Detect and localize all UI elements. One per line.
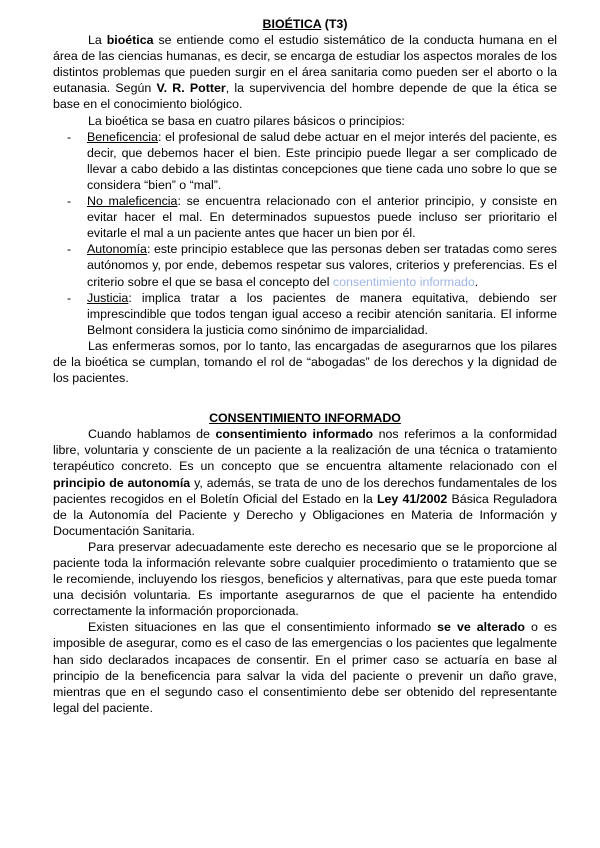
bold-author: V. R. Potter [156, 81, 226, 96]
principle-tail: . [474, 274, 479, 289]
paragraph-bioetica-definition [53, 32, 557, 112]
title-main: BIOÉTICA [262, 17, 322, 31]
bold-law: Ley 41/2002 [376, 491, 448, 506]
section-title-consentimiento [53, 410, 557, 426]
text-run: La [88, 33, 107, 48]
principle-text: : el profesional de salud debe actuar en el mejor interés del paciente, es decir, que debemos hacer el bien. Este principio puede llegar a ser complicado de llevar a cabo debido a las distintas concepciones que tiene cada uno sobre lo que se considera “bien” o “mal”. [87, 129, 557, 192]
principle-text: : implica tratar a los pacientes de manera equitativa, debiendo ser imprescindible que todos tengan igual acceso a recibir atención sanitaria. El informe Belmont considera la justicia como sinónimo de imparcialidad. [87, 290, 557, 337]
bold-term: se ve alterado [437, 620, 525, 635]
text-run: , la supervivencia del hombre depende de que la ética se base en el conocimiento biológico. [53, 81, 557, 112]
bullet-dash: - [67, 242, 72, 257]
text-run: se entiende como el estudio sistemático de la conducta humana en el área de las ciencias humanas, es decir, se encarga de estudiar los aspectos morales de los distintos problemas que pueden surgir en el área sanitaria como pueden ser el aborto o la eutanasia. Según [53, 33, 557, 96]
bullet-dash: - [67, 129, 72, 144]
paragraph-enfermeras: Las enfermeras somos, por lo tanto, las encargadas de asegurarnos que los pilares de la bioética se cumplan, tomando el rol de “abogadas” de los derechos y la dignidad de los pacientes. [53, 338, 557, 386]
principle-name: Beneficencia [87, 129, 158, 144]
text-run: nos referimos a la conformidad libre, voluntaria y consciente de un paciente a la realización de una técnica o tratamiento terapéutico concreto. Es un concepto que se encuentra altamente relacionado con el [53, 427, 557, 474]
text-run: y, además, se trata de uno de los derechos fundamentales de los pacientes recogidos en el Boletín Oficial del Estado en la [53, 475, 557, 506]
text-run: Cuando hablamos de [88, 427, 216, 442]
principle-name: Autonomía [87, 242, 147, 257]
paragraph-pilares-intro: La bioética se basa en cuatro pilares básicos o principios: [88, 113, 405, 128]
list-item-no-maleficencia [53, 193, 557, 241]
principles-list [53, 129, 557, 338]
bold-term: bioética [106, 33, 154, 48]
title-main: CONSENTIMIENTO INFORMADO [209, 411, 401, 426]
consentimiento-link[interactable]: consentimiento informado [332, 274, 475, 289]
list-item-beneficencia [53, 129, 557, 193]
text-run: o es imposible de asegurar, como es el caso de las emergencias o los pacientes que legalmente han sido declarados incapaces de consentir. En el primer caso se actuaría en base al principio de la beneficencia para salvar la vida del paciente o prevenir un daño grave, mientras que en el segundo caso el consentimiento debe ser obtenido del representante legal del paciente. [53, 620, 557, 715]
bold-term: principio de autonomía [53, 475, 191, 490]
principle-text: : se encuentra relacionado con el anterior principio, y consiste en evitar hacer el mal. En determinados supuestos puede incluso ser prioritario el evitarle el mal a un paciente antes que hacer un bien por él. [87, 194, 557, 241]
bullet-dash: - [67, 194, 72, 209]
paragraph-consentimiento-definition [53, 426, 557, 539]
principle-name: No maleficencia [87, 194, 178, 209]
list-item-autonomia [53, 241, 557, 289]
bold-term: consentimiento informado [215, 427, 374, 442]
bullet-dash: - [67, 290, 72, 305]
principle-text: : este principio establece que las personas deben ser tratadas como seres autónomos y, por ende, debemos respetar sus valores, criterios y preferencias. Es el criterio sobre el que se basa el concepto del [87, 242, 557, 289]
title-suffix: (T3) [321, 17, 348, 31]
paragraph-situaciones [53, 619, 557, 716]
document-page [53, 16, 557, 716]
list-item-justicia [53, 290, 557, 338]
paragraph-preservar-derecho: Para preservar adecuadamente este derecho es necesario que se le proporcione al paciente toda la información relevante sobre cualquier procedimiento o tratamiento que se le recomiende, incluyendo los riesgos, beneficios y alternativas, para que este pueda tomar una decisión voluntaria. Es importante asegurarnos de que el paciente ha entendido correctamente la información proporcionada. [53, 539, 557, 619]
text-run: Básica Reguladora de la Autonomía del Paciente y Derecho y Obligaciones en Materia de Información y Documentación Sanitaria. [53, 491, 558, 538]
section-gap [53, 386, 557, 410]
principle-name: Justicia [87, 290, 129, 305]
text-run: Existen situaciones en las que el consentimiento informado [88, 620, 438, 635]
section-title-bioetica [53, 16, 557, 32]
